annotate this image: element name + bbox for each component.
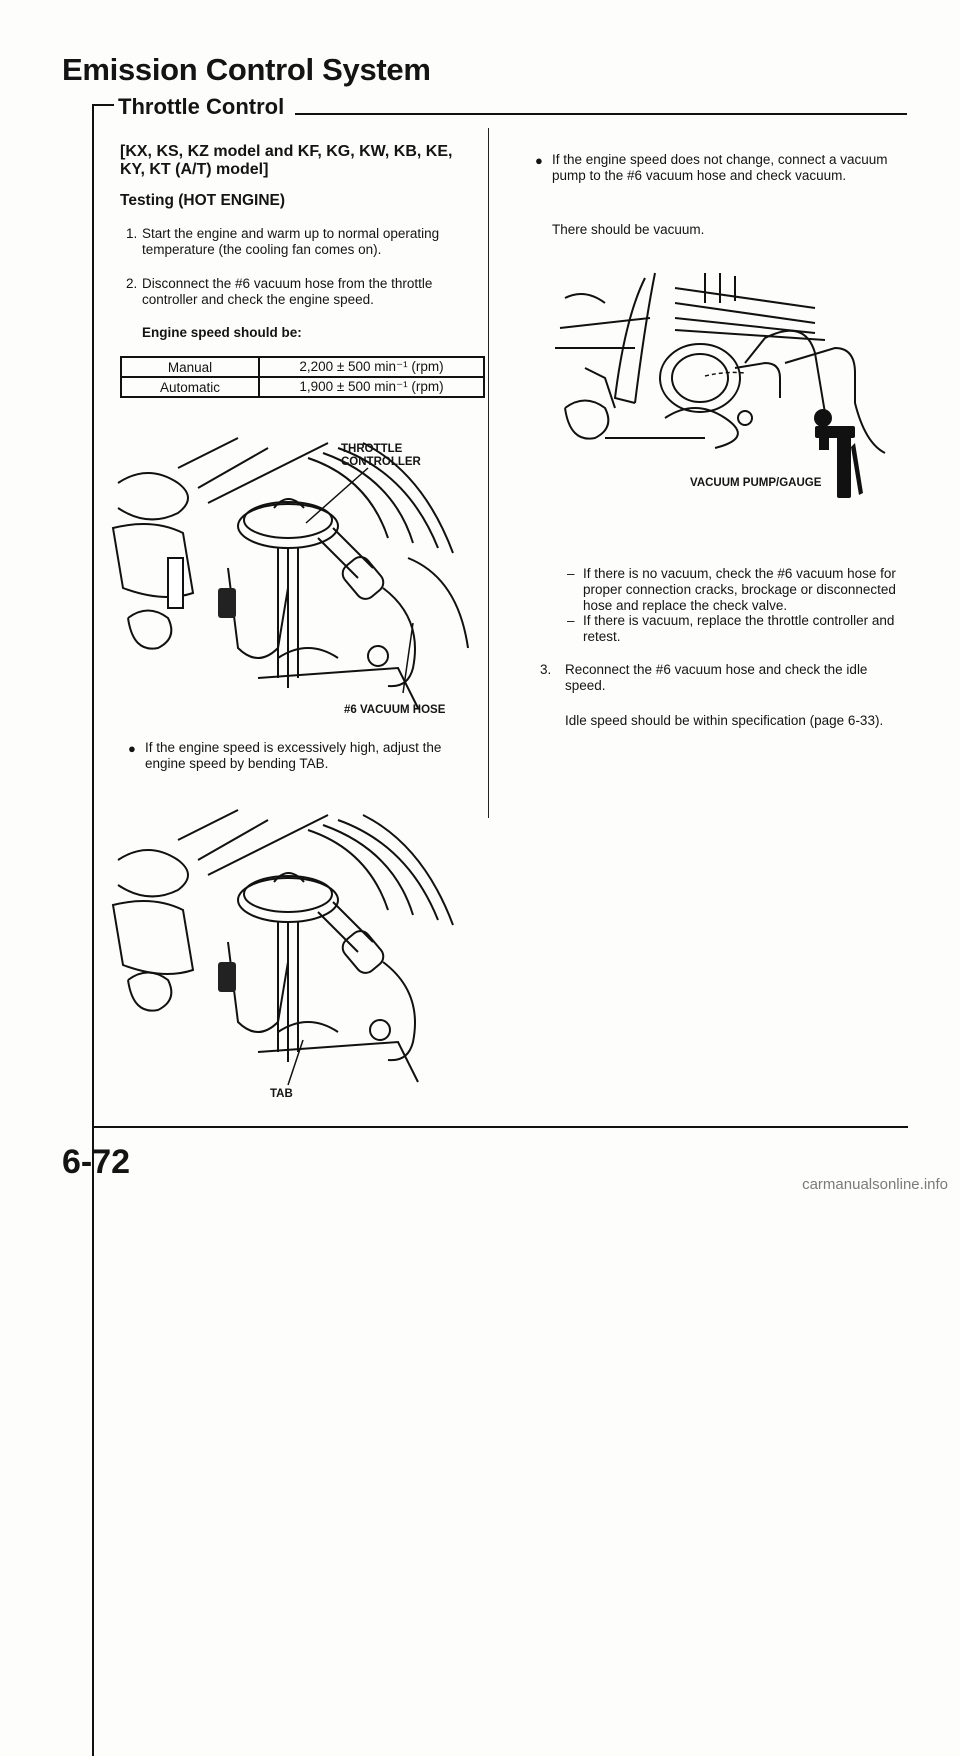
watermark-text: carmanualsonline.info bbox=[802, 1176, 948, 1193]
document-title: Emission Control System bbox=[62, 52, 431, 87]
vacuum-pump-gauge-label: VACUUM PUMP/GAUGE bbox=[690, 477, 822, 489]
bullet-excessive-speed-text: If the engine speed is excessively high, adjust the engine speed by bending TAB. bbox=[145, 740, 442, 771]
step-2-number: 2. bbox=[126, 276, 138, 291]
table-cell-speed: 2,200 ± 500 min⁻¹ (rpm) bbox=[259, 357, 484, 377]
step-3-text: Reconnect the #6 vacuum hose and check the idle speed. bbox=[565, 662, 868, 693]
vacuum-present-instruction: If there is vacuum, replace the throttle controller and retest. bbox=[583, 613, 895, 644]
table-row bbox=[121, 357, 484, 377]
bullet-no-change-text: If the engine speed does not change, connect a vacuum pump to the #6 vacuum hose and check vacuum. bbox=[552, 152, 888, 183]
footer-rule bbox=[92, 1126, 908, 1128]
bullet-dot: ● bbox=[535, 153, 543, 168]
header-rule bbox=[295, 113, 907, 115]
testing-heading: Testing (HOT ENGINE) bbox=[120, 192, 286, 209]
throttle-controller-label: THROTTLE CONTROLLER bbox=[341, 443, 421, 468]
section-title: Throttle Control bbox=[118, 94, 285, 119]
step-1-number: 1. bbox=[126, 226, 138, 241]
bullet-dot: ● bbox=[128, 741, 136, 756]
table-row bbox=[121, 377, 484, 397]
step-1-text: Start the engine and warm up to normal operating temperature (the cooling fan comes on). bbox=[142, 226, 440, 257]
vacuum-pump-gauge-illustration bbox=[545, 268, 895, 498]
tab-label: TAB bbox=[270, 1088, 293, 1100]
engine-speed-label: Engine speed should be: bbox=[142, 325, 302, 340]
vacuum-hose-6-label: #6 VACUUM HOSE bbox=[344, 704, 446, 716]
column-divider bbox=[488, 128, 489, 818]
no-vacuum-instruction: If there is no vacuum, check the #6 vacuum hose for proper connection cracks, brockage or disconnected hose and replace the check valve. bbox=[583, 566, 896, 613]
tab-adjustment-illustration bbox=[108, 800, 480, 1100]
dash-bullet: – bbox=[567, 613, 575, 628]
table-cell-speed: 1,900 ± 500 min⁻¹ (rpm) bbox=[259, 377, 484, 397]
page-number: 6-72 bbox=[62, 1143, 131, 1181]
throttle-controller-illustration bbox=[108, 428, 480, 720]
table-cell-transmission: Automatic bbox=[121, 377, 259, 397]
engine-speed-spec-table bbox=[120, 356, 485, 398]
vacuum-expected-text: There should be vacuum. bbox=[552, 222, 705, 237]
model-applicability-title: [KX, KS, KZ model and KF, KG, KW, KB, KE, KY, KT (A/T) model] bbox=[120, 143, 453, 178]
idle-speed-specification: Idle speed should be within specification (page 6-33). bbox=[565, 713, 884, 728]
table-cell-transmission: Manual bbox=[121, 357, 259, 377]
step-2-text: Disconnect the #6 vacuum hose from the throttle controller and check the engine speed. bbox=[142, 276, 433, 307]
step-3-number: 3. bbox=[540, 662, 552, 677]
dash-bullet: – bbox=[567, 566, 575, 581]
